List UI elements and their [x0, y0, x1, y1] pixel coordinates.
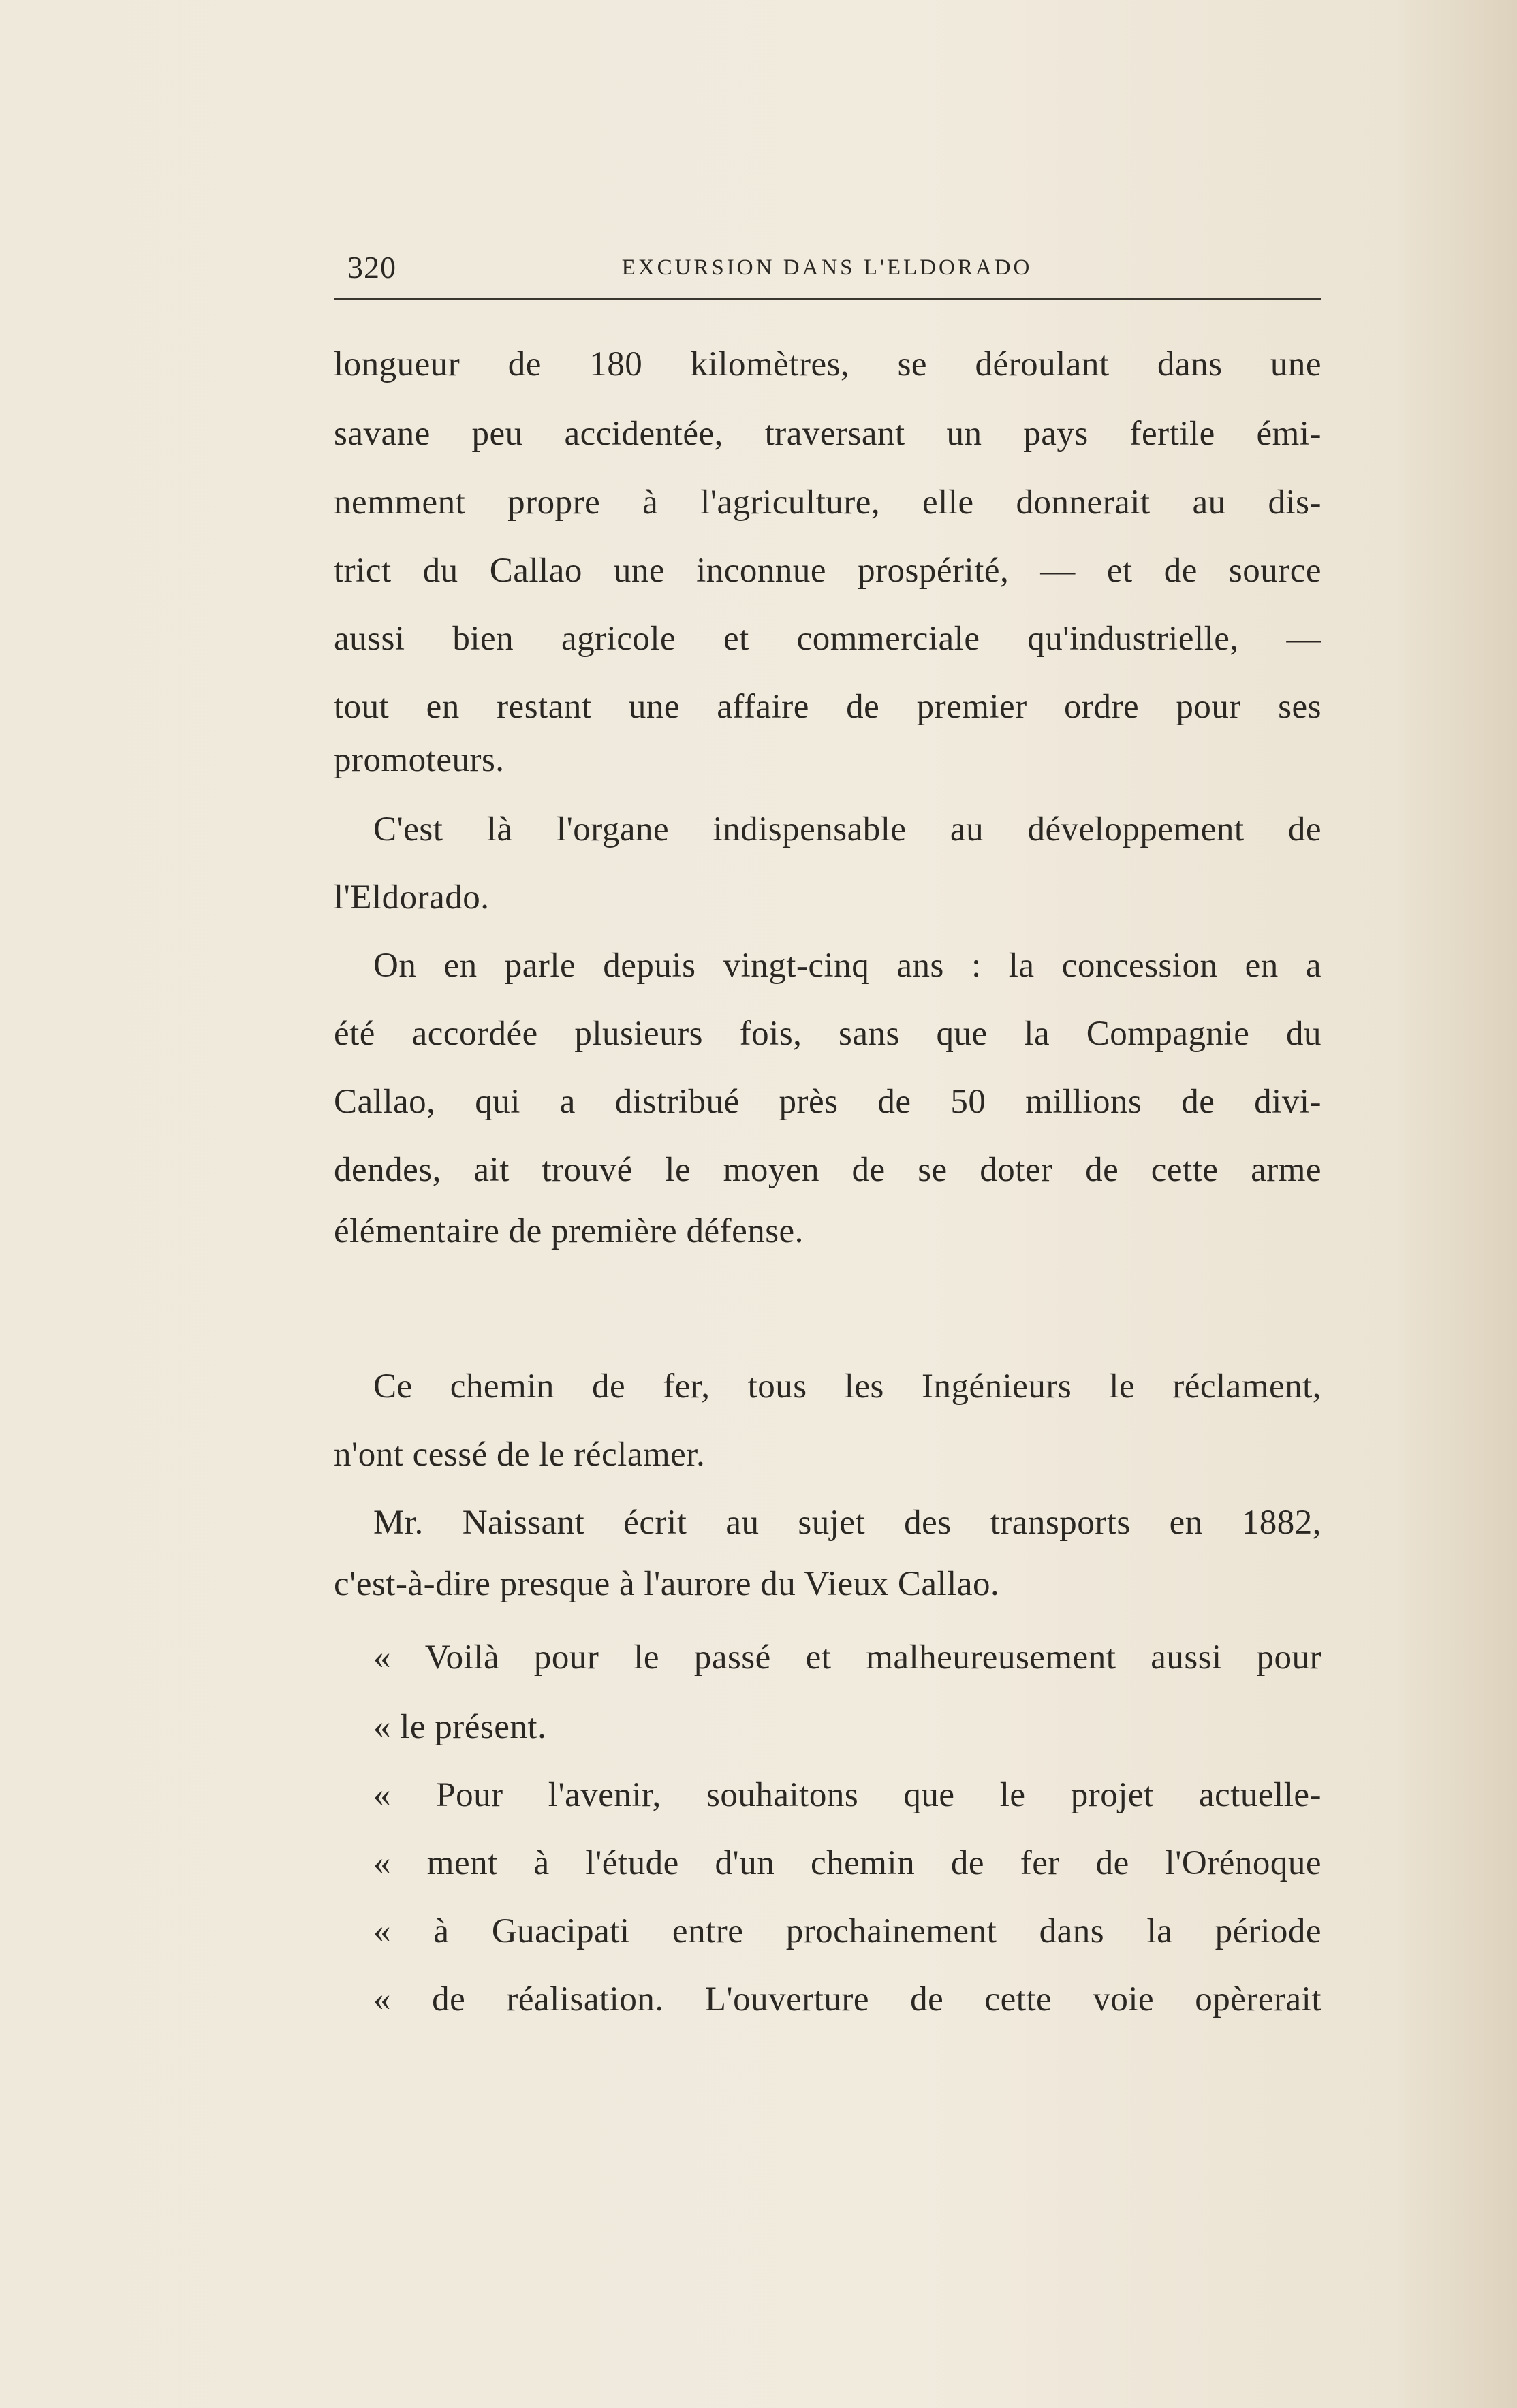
page-header [332, 244, 1321, 291]
text-line: On en parle depuis vingt-cinq ans : la concession en a [373, 947, 1321, 985]
text-line: « Voilà pour le passé et malheureusement aussi pour [373, 1638, 1321, 1677]
text-line: « à Guacipati entre prochainement dans la période [373, 1912, 1321, 1950]
text-line: dendes, ait trouvé le moyen de se doter de cette arme [334, 1151, 1321, 1189]
text-line: Ce chemin de fer, tous les Ingénieurs le réclament, [373, 1367, 1321, 1406]
text-line: trict du Callao une inconnue prospérité, — et de source [334, 552, 1321, 590]
text-line: « ment à l'étude d'un chemin de fer de l'Orénoque [373, 1844, 1321, 1882]
text-line: tout en restant une affaire de premier ordre pour ses [334, 688, 1321, 726]
text-line: élémentaire de première défense. [334, 1212, 804, 1250]
text-line: « Pour l'avenir, souhaitons que le projet actuelle- [373, 1776, 1321, 1814]
text-line: n'ont cessé de le réclamer. [334, 1436, 706, 1474]
running-title: EXCURSION DANS L'ELDORADO [621, 255, 1033, 280]
text-line: Callao, qui a distribué près de 50 millions de divi- [334, 1083, 1321, 1121]
text-line: « de réalisation. L'ouverture de cette voie opèrerait [373, 1980, 1321, 2018]
text-line: « le présent. [373, 1708, 547, 1746]
text-line: été accordée plusieurs fois, sans que la Compagnie du [334, 1015, 1321, 1053]
text-line: promoteurs. [334, 741, 505, 779]
text-line: C'est là l'organe indispensable au développement de [373, 810, 1321, 849]
text-line: longueur de 180 kilomètres, se déroulant dans une [334, 345, 1321, 383]
page-number: 320 [347, 250, 396, 285]
header-rule [334, 298, 1321, 300]
text-line: aussi bien agricole et commerciale qu'industrielle, — [334, 620, 1321, 658]
text-line: nemment propre à l'agriculture, elle donnerait au dis- [334, 484, 1321, 522]
text-line: savane peu accidentée, traversant un pays fertile émi- [334, 415, 1321, 453]
text-line: Mr. Naissant écrit au sujet des transports en 1882, [373, 1504, 1321, 1542]
text-line: l'Eldorado. [334, 878, 490, 917]
text-line: c'est-à-dire presque à l'aurore du Vieux Callao. [334, 1565, 1000, 1603]
